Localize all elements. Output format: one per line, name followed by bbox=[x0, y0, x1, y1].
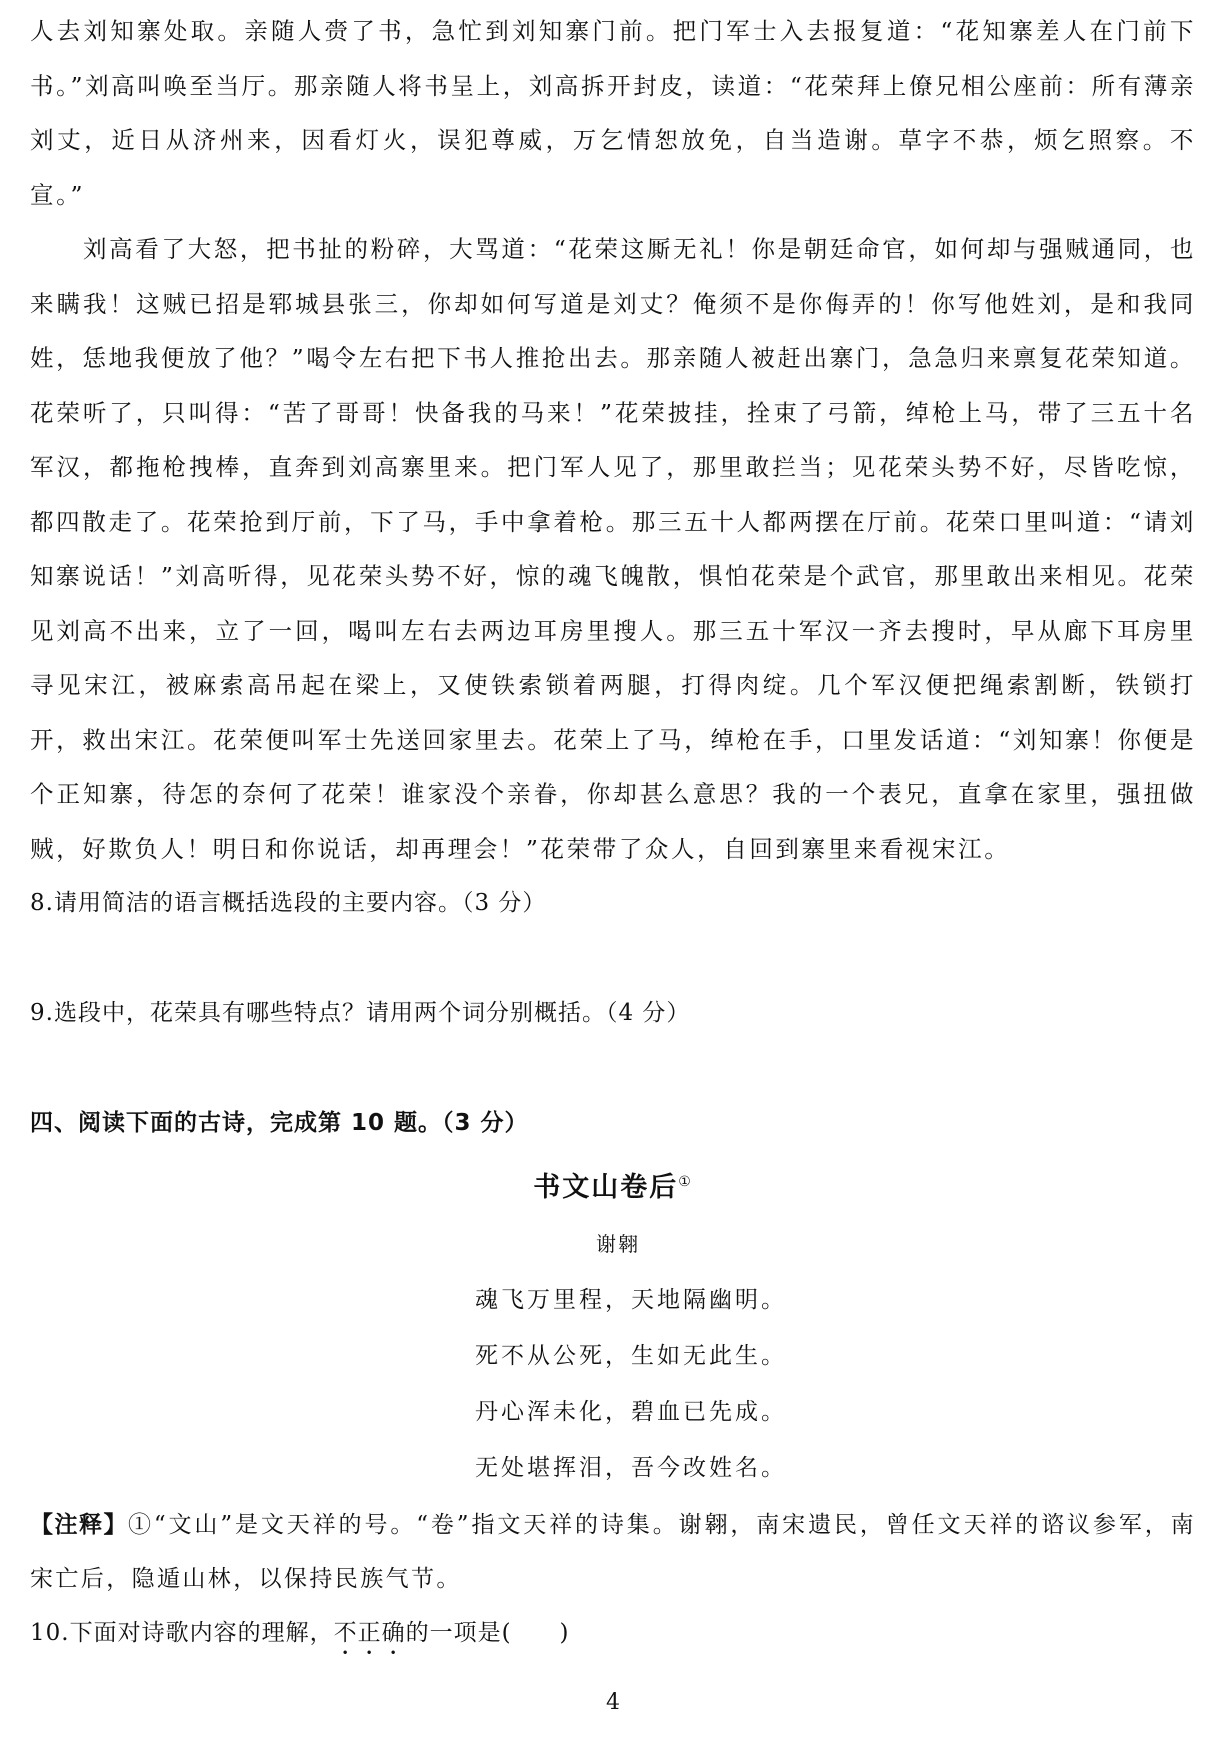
answer-space-8 bbox=[30, 930, 1196, 986]
poem-line-3: 丹心浑未化，碧血已先成。 bbox=[475, 1399, 787, 1425]
poem-line-2: 死不从公死，生如无此生。 bbox=[475, 1343, 787, 1369]
poem-title bbox=[30, 1154, 1196, 1216]
poem-title-note-mark: ① bbox=[678, 1174, 693, 1190]
question-10-emphasis: 不正确 bbox=[333, 1620, 406, 1646]
section-4-heading: 四、阅读下面的古诗，完成第 10 题。（3 分） bbox=[30, 1110, 529, 1136]
answer-space-9 bbox=[30, 1040, 1196, 1098]
poem-title-text: 书文山卷后 bbox=[533, 1172, 679, 1203]
question-10 bbox=[30, 1606, 1196, 1660]
question-10-suffix: 的一项是( ) bbox=[405, 1620, 570, 1646]
poem-annotation bbox=[30, 1498, 1196, 1606]
passage-paragraph-1: 人去刘知寨处取。亲随人赍了书，急忙到刘知寨门前。把门军士入去报复道：“花知寨差人在门前下书。”刘高叫唤至当厅。那亲随人将书呈上，刘高拆开封皮，读道：“花荣拜上僚兄相公座前：所有薄亲刘丈，近日从济州来，因看灯火，误犯尊威，万乞情恕放免，自当造谢。草字不恭，烦乞照察。不宣。” bbox=[30, 17, 1196, 209]
question-8: 8.请用简洁的语言概括选段的主要内容。（3 分） bbox=[30, 890, 547, 916]
poem-line-1: 魂飞万里程，天地隔幽明。 bbox=[475, 1287, 787, 1313]
passage-paragraph-2: 刘高看了大怒，把书扯的粉碎，大骂道：“花荣这厮无礼！你是朝廷命官，如何却与强贼通同，也来瞒我！这贼已招是郓城县张三，你却如何写道是刘丈？俺须不是你侮弄的！你写他姓刘，是和我同姓，恁地我便放了他？”喝令左右把下书人推抢出去。那亲随人被赶出寨门，急急归来禀复花荣知道。花荣听了，只叫得：“苦了哥哥！快备我的马来！”花荣披挂，拴束了弓箭，绰枪上马，带了三五十名军汉，都拖枪拽棒，直奔到刘高寨里来。把门军人见了，那里敢拦当；见花荣头势不好，尽皆吃惊，都四散走了。花荣抢到厅前，下了马，手中拿着枪。那三五十人都两摆在厅前。花荣口里叫道：“请刘知寨说话！”刘高听得，见花荣头势不好，惊的魂飞魄散，惧怕花荣是个武官，那里敢出来相见。花荣见刘高不出来，立了一回，喝叫左右去两边耳房里搜人。那三五十军汉一齐去搜时，早从廊下耳房里寻见宋江，被麻索高吊起在梁上，又使铁索锁着两腿，打得肉绽。几个军汉便把绳索割断，铁锁打开，救出宋江。花荣便叫军士先送回家里去。花荣上了马，绰枪在手，口里发话道：“刘知寨！你便是个正知寨，待怎的奈何了花荣！谁家没个亲眷，你却甚么意思？我的一个表兄，直拿在家里，强扭做贼，好欺负人！明日和你说话，却再理会！”花荣带了众人，自回到寨里来看视宋江。 bbox=[30, 235, 1196, 863]
annotation-label: 【注释】 bbox=[30, 1512, 128, 1538]
poem-line-4: 无处堪挥泪，吾今改姓名。 bbox=[475, 1455, 787, 1481]
annotation-text: ①“文山”是文天祥的号。“卷”指文天祥的诗集。谢翱，南宋遗民，曾任文天祥的谘议参军，南宋亡后，隐遁山林，以保持民族气节。 bbox=[30, 1512, 1197, 1592]
poem-author: 谢翱 bbox=[596, 1232, 640, 1256]
page-number: 4 bbox=[606, 1690, 620, 1715]
question-9: 9.选段中，花荣具有哪些特点？请用两个词分别概括。（4 分） bbox=[30, 1000, 691, 1026]
question-10-prefix: 10.下面对诗歌内容的理解， bbox=[30, 1620, 334, 1646]
exam-page bbox=[30, 4, 1196, 1660]
